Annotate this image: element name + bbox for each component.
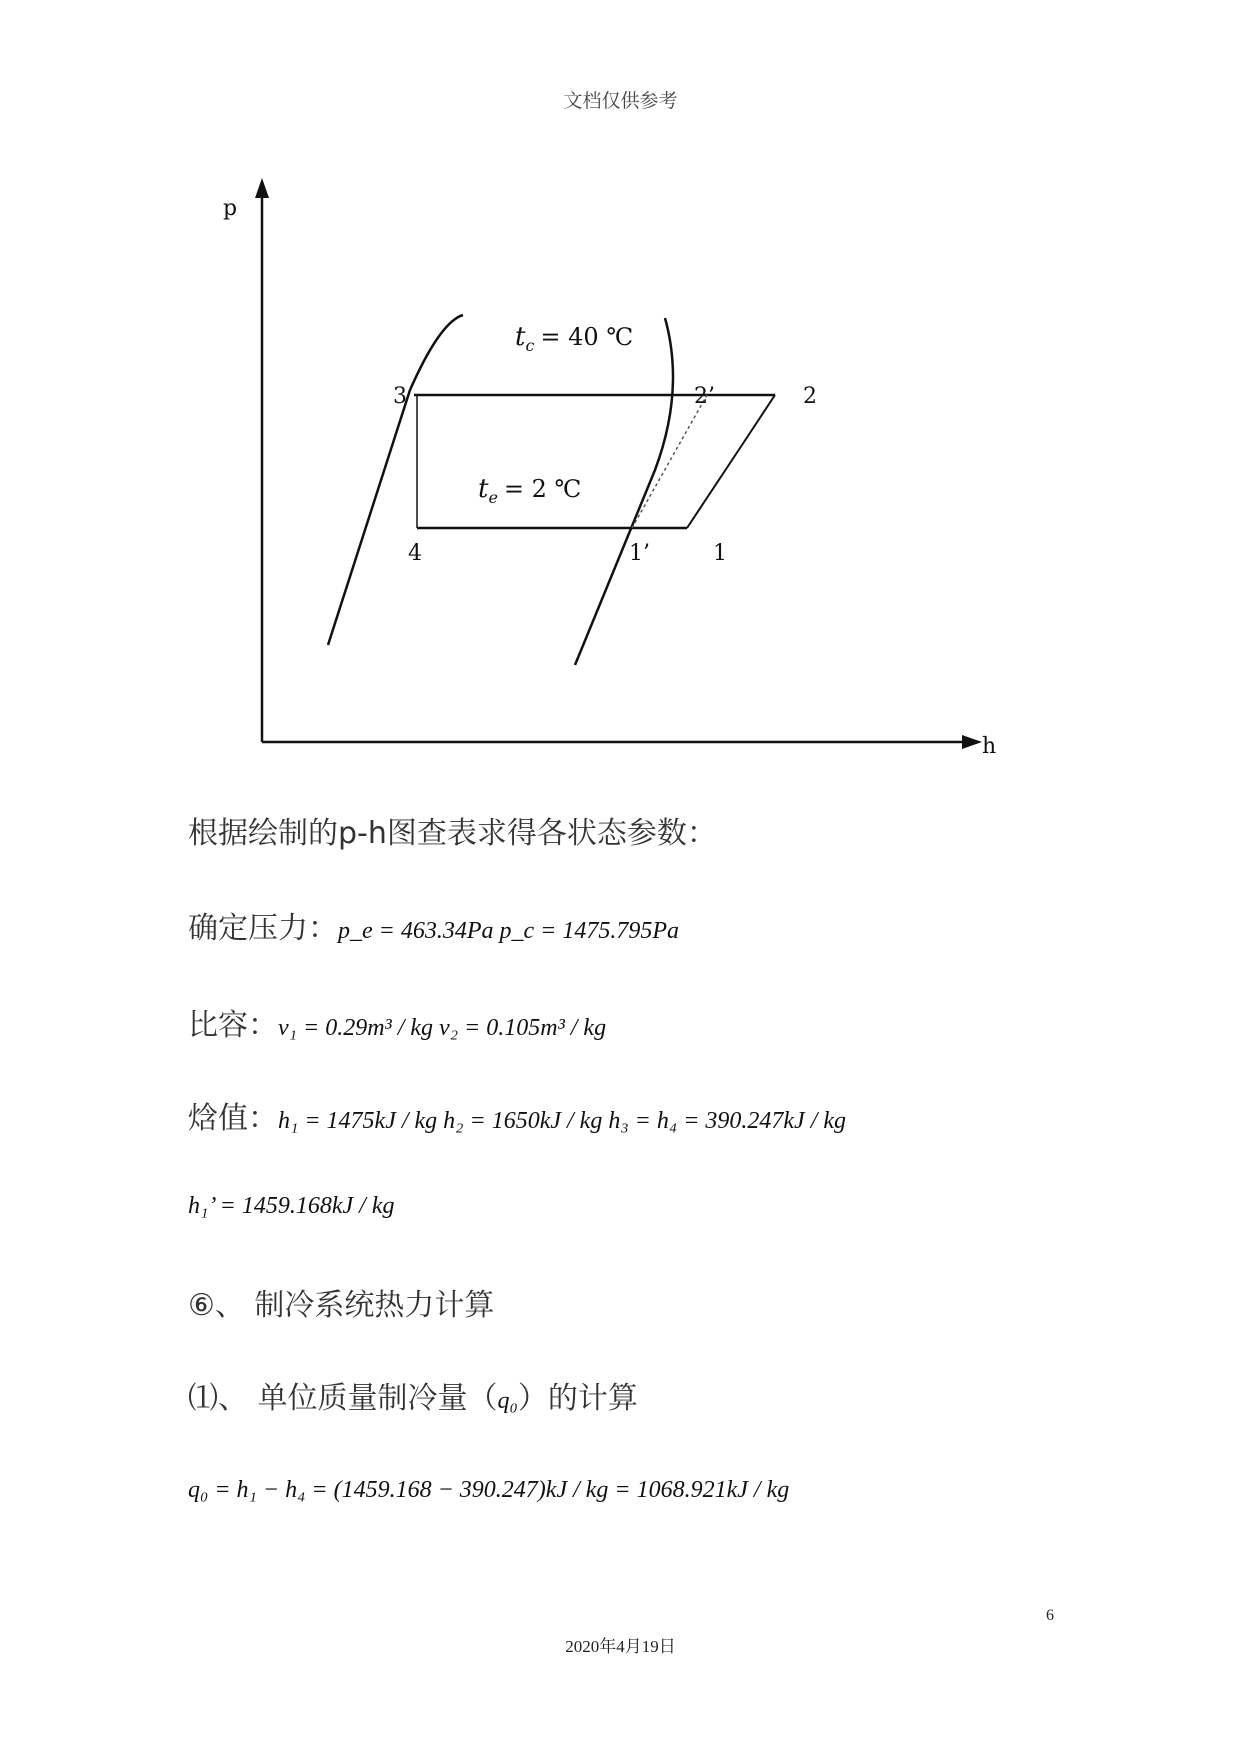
saturated-vapor-curve (575, 318, 673, 665)
footer-date: 2020年4月19日 (565, 1637, 676, 1656)
section-6-heading: ⑥、 制冷系统热力计算 (188, 1288, 495, 1323)
volume-line (188, 1000, 606, 1044)
axis-h-label: h (982, 734, 997, 759)
point-3-label: 3 (393, 384, 407, 409)
point-1-label: 1 (713, 541, 727, 566)
compression-curve (687, 395, 775, 528)
tc-annotation: tc = 40 ℃ (515, 322, 634, 355)
pressure-line (188, 903, 679, 947)
enthalpy-line-2 (188, 1186, 395, 1221)
subsection-suffix: ）的计算 (517, 1381, 638, 1416)
point-2-label: 2 (803, 384, 817, 409)
subsection-prefix: ⑴、 单位质量制冷量（ (188, 1381, 498, 1416)
volume-formula: v₁ = 0.29m³ / kg v₂ = 0.105m³ / kg (278, 1015, 607, 1041)
enthalpy-label: 焓值： (188, 1101, 278, 1136)
intro-text: 根据绘制的p-h图查表求得各状态参数： (188, 816, 717, 851)
enthalpy2-formula: h₁’ = 1459.168kJ / kg (188, 1193, 395, 1219)
p-axis-arrow (255, 178, 269, 198)
ph-diagram (0, 0, 1241, 780)
pressure-formula: p_e = 463.34Pa p_c = 1475.795Pa (338, 918, 680, 944)
te-annotation: te = 2 ℃ (478, 474, 582, 507)
subsection-1-heading (188, 1373, 638, 1417)
q0-symbol: q₀ (497, 1388, 518, 1414)
page-header: 文档仅供参考 (563, 90, 678, 112)
q0-formula: q₀ = h₁ − h₄ = (1459.168 − 390.247)kJ / kg = 1068.921kJ / kg (188, 1477, 790, 1503)
point-4-label: 4 (408, 541, 422, 566)
saturated-liquid-curve (328, 315, 463, 645)
volume-label: 比容： (188, 1008, 278, 1043)
page-number: 6 (1046, 1607, 1054, 1624)
h-axis-arrow (962, 735, 982, 749)
pressure-label: 确定压力： (188, 911, 338, 946)
axis-p-label: p (223, 196, 238, 221)
enthalpy-formula: h₁ = 1475kJ / kg h₂ = 1650kJ / kg h₃ = h₄ = 390.247kJ / kg (278, 1108, 847, 1134)
point-1prime-label: 1’ (629, 541, 650, 566)
point-2prime-label: 2’ (694, 384, 715, 409)
q0-equation-line (188, 1470, 789, 1505)
enthalpy-line (188, 1093, 846, 1137)
